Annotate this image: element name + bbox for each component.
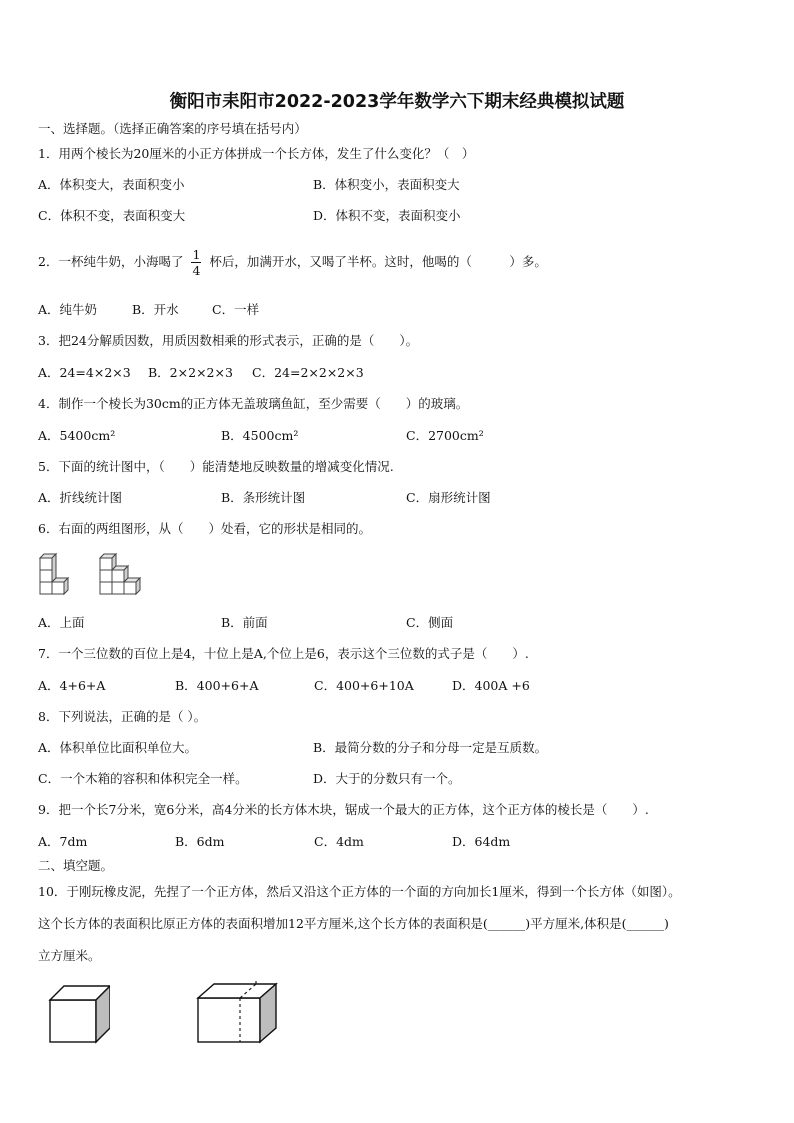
q7-option-a: A．4+6+A (38, 678, 106, 693)
q8-option-c: C．一个木箱的容积和体积完全一样。 (38, 771, 248, 786)
question-3: 3．把24分解质因数，用质因数相乘的形式表示，正确的是（ ）。 (38, 333, 419, 348)
q1-option-d: D．体积不变，表面积变小 (313, 208, 461, 223)
question-8: 8．下列说法，正确的是（ ）。 (38, 709, 207, 724)
q9-option-c: C．4dm (314, 834, 364, 849)
q1-option-b: B．体积变小，表面积变大 (313, 177, 460, 192)
q9-option-d: D．64dm (452, 834, 511, 849)
q6-option-b: B．前面 (221, 615, 268, 630)
question-5: 5．下面的统计图中，（ ）能清楚地反映数量的增减变化情况. (38, 459, 394, 474)
q9-option-a: A．7dm (38, 834, 88, 849)
question-6: 6．右面的两组图形，从（ ）处看，它的形状是相同的。 (38, 521, 371, 536)
question-4: 4．制作一个棱长为30cm的正方体无盖玻璃鱼缸，至少需要（ ）的玻璃。 (38, 396, 469, 411)
q4-option-a: A．5400cm² (38, 428, 116, 443)
fraction-one-quarter (191, 247, 201, 278)
cube-figure (44, 984, 110, 1046)
cube-stack-figures (38, 552, 148, 598)
q3-option-a: A．24=4×2×3 (38, 365, 131, 380)
section-heading-fill: 二、填空题。 (38, 858, 114, 873)
question-9: 9．把一个长7分米，宽6分米，高4分米的长方体木块，锯成一个最大的正方体，这个正方体的棱长是（ ）. (38, 802, 649, 817)
q8-option-b: B．最简分数的分子和分母一定是互质数。 (313, 740, 548, 755)
q5-option-a: A．折线统计图 (38, 490, 123, 505)
cuboid-figure (194, 980, 278, 1046)
question-1: 1．用两个棱长为20厘米的小正方体拼成一个长方体，发生了什么变化？（ ） (38, 146, 475, 161)
question-10-line-2: 这个长方体的表面积比原正方体的表面积增加12平方厘米,这个长方体的表面积是(______)平方厘米,体积是(______) (38, 916, 669, 931)
q5-option-b: B．条形统计图 (221, 490, 306, 505)
q4-option-c: C．2700cm² (406, 428, 484, 443)
q7-option-d: D．400A +6 (452, 678, 530, 693)
q8-option-a: A．体积单位比面积单位大。 (38, 740, 198, 755)
question-7: 7．一个三位数的百位上是4，十位上是A,个位上是6，表示这个三位数的式子是（ ）. (38, 646, 529, 661)
q3-option-c: C．24=2×2×2×3 (252, 365, 364, 380)
q5-option-c: C．扇形统计图 (406, 490, 491, 505)
q9-option-b: B．6dm (175, 834, 225, 849)
q6-option-a: A．上面 (38, 615, 85, 630)
q1-option-a: A．体积变大，表面积变小 (38, 177, 185, 192)
q2-option-a: A．纯牛奶 (38, 302, 98, 317)
question-10-line-1: 10．于刚玩橡皮泥，先捏了一个正方体，然后又沿这个正方体的一个面的方向加长1厘米，得到一个长方体（如图）。 (38, 884, 681, 899)
page-title: 衡阳市耒阳市2022-2023学年数学六下期末经典模拟试题 (169, 92, 625, 112)
q2-stem-post: 杯后，加满开水，又喝了半杯。这时，他喝的（ ）多。 (209, 254, 547, 269)
q7-option-b: B．400+6+A (175, 678, 259, 693)
question-2 (38, 246, 547, 278)
q2-stem-pre: 2．一杯纯牛奶，小海喝了 (38, 254, 184, 269)
q3-option-b: B．2×2×2×3 (148, 365, 233, 380)
q4-option-b: B．4500cm² (221, 428, 299, 443)
q1-option-c: C．体积不变，表面积变大 (38, 208, 186, 223)
section-heading-choice: 一、选择题。（选择正确答案的序号填在括号内） (38, 121, 307, 136)
fraction-denominator: 4 (192, 263, 201, 278)
q7-option-c: C．400+6+10A (314, 678, 414, 693)
q8-option-d: D．大于的分数只有一个。 (313, 771, 461, 786)
q2-option-b: B．开水 (132, 302, 179, 317)
cube-stack-left (40, 554, 68, 594)
fraction-numerator: 1 (192, 247, 201, 262)
q2-option-c: C．一样 (212, 302, 260, 317)
question-10-line-3: 立方厘米。 (38, 948, 101, 963)
cube-stack-right (100, 554, 140, 594)
q6-option-c: C．侧面 (406, 615, 454, 630)
